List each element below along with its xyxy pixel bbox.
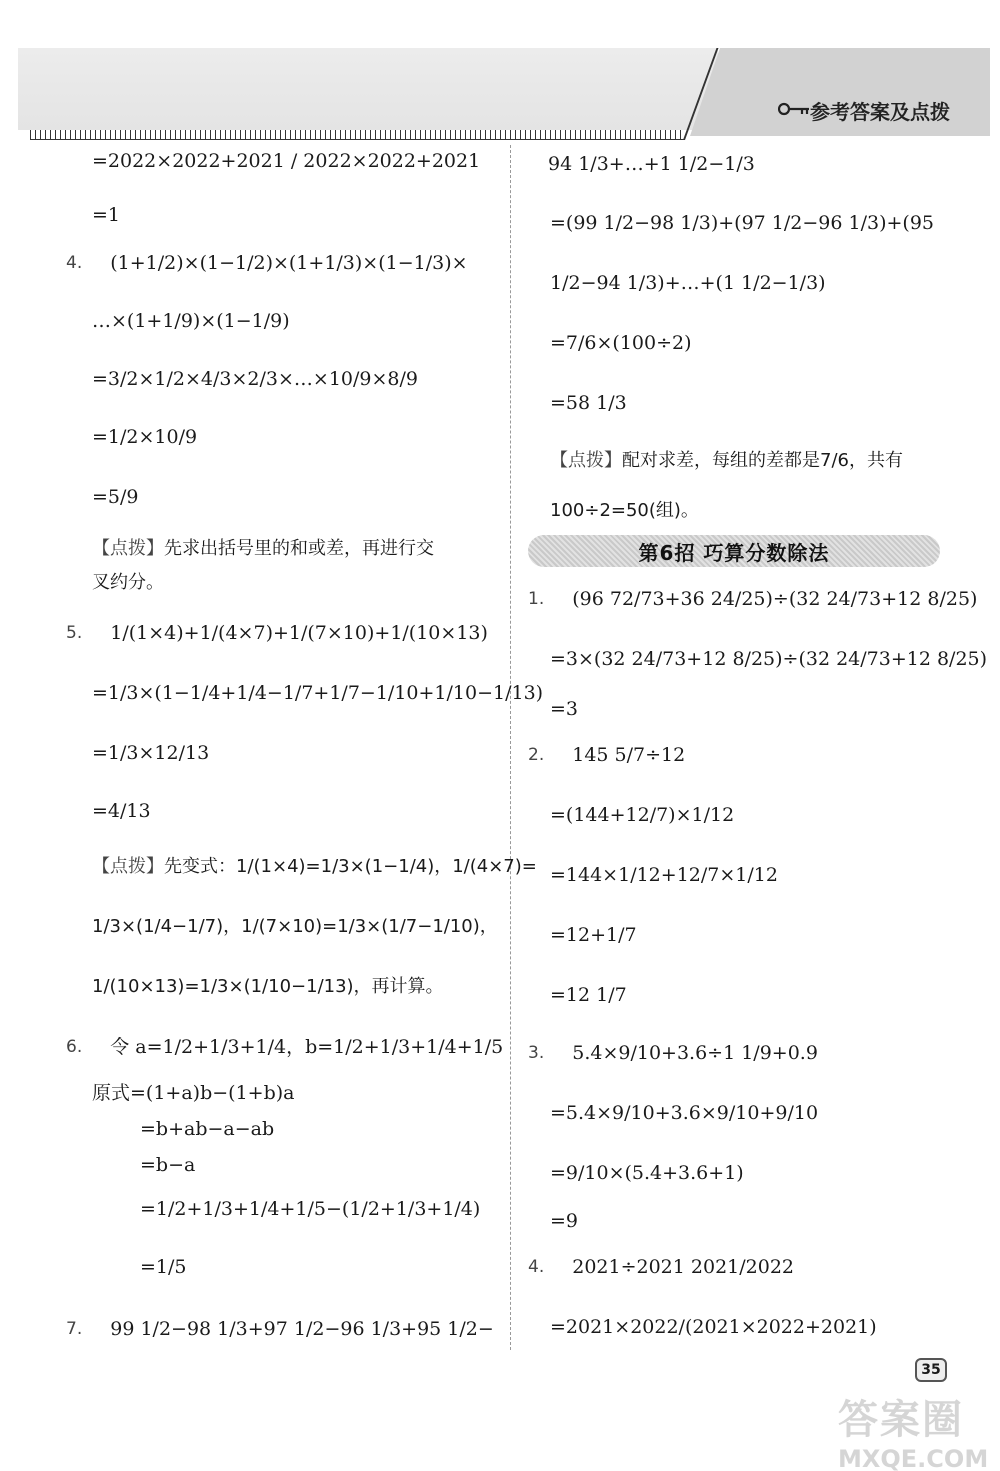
math-line: =1/5 [140, 1256, 187, 1278]
watermark-site: MXQE.COM [838, 1445, 989, 1471]
header-ruler [30, 130, 684, 140]
math-line: =5/9 [92, 486, 139, 508]
problem-1: 1. (96 72/73+36 24/25)÷(32 24/73+12 8/25) [528, 588, 978, 610]
math-line: =12+1/7 [550, 924, 637, 946]
tip-note: 【点拨】 先求出括号里的和或差，再进行交 [92, 538, 434, 559]
math-line: =b+ab−a−ab [140, 1118, 275, 1140]
tip-note-cont: 叉约分。 [92, 572, 164, 593]
math-line: =1/3×(1−1/4+1/4−1/7+1/7−1/10+1/10−1/13) [92, 682, 544, 704]
watermark-logo: 答案圈 [838, 1397, 964, 1443]
tip-note-cont: 1/(10×13)=1/3×(1/10−1/13)，再计算。 [92, 976, 444, 997]
math-line: =9/10×(5.4+3.6+1) [550, 1162, 744, 1184]
tip-note: 【点拨】 配对求差，每组的差都是7/6，共有 [550, 450, 903, 471]
problem-2: 2. 145 5/7÷12 [528, 744, 686, 766]
math-line: =1 [92, 204, 121, 226]
problem-number: 3. [528, 1043, 545, 1063]
math-line: =1/2×10/9 [92, 426, 198, 448]
problem-number: 4. [66, 253, 83, 273]
math-line: 原式=(1+a)b−(1+b)a [92, 1082, 295, 1104]
tip-note-cont: 1/3×(1/4−1/7)，1/(7×10)=1/3×(1/7−1/10)， [92, 916, 498, 937]
tip-tag: 【点拨】 [92, 856, 164, 877]
math-line: =(99 1/2−98 1/3)+(97 1/2−96 1/3)+(95 [550, 212, 935, 234]
header-title: 参考答案及点拨 [810, 100, 950, 124]
section-title: 第6招 巧算分数除法 [638, 540, 830, 565]
math-line: =b−a [140, 1154, 196, 1176]
problem-4: 4. (1+1/2)×(1−1/2)×(1+1/3)×(1−1/3)× [66, 252, 468, 274]
tip-note-cont: 100÷2=50(组)。 [550, 500, 699, 521]
problem-number: 6. [66, 1037, 83, 1057]
math-line: =1/3×12/13 [92, 742, 210, 764]
problem-number: 4. [528, 1257, 545, 1277]
tip-tag: 【点拨】 [550, 450, 622, 471]
math-line: =9 [550, 1210, 579, 1232]
math-line: =1/2+1/3+1/4+1/5−(1/2+1/3+1/4) [140, 1198, 481, 1220]
tip-note: 【点拨】 先变式：1/(1×4)=1/3×(1−1/4)，1/(4×7)= [92, 856, 537, 877]
watermark [838, 1388, 989, 1471]
problem-number: 5. [66, 623, 83, 643]
math-line: =7/6×(100÷2) [550, 332, 692, 354]
problem-4: 4. 2021÷2021 2021/2022 [528, 1256, 795, 1278]
math-line: =144×1/12+12/7×1/12 [550, 864, 778, 886]
problem-number: 1. [528, 589, 545, 609]
section-heading [528, 535, 940, 567]
math-line: =2021×2022/(2021×2022+2021) [550, 1316, 877, 1338]
problem-number: 2. [528, 745, 545, 765]
math-line: =3 [550, 698, 579, 720]
math-line: =5.4×9/10+3.6×9/10+9/10 [550, 1102, 819, 1124]
math-line: =12 1/7 [550, 984, 627, 1006]
math-line: =4/13 [92, 800, 151, 822]
math-line: =2022×2022+2021 / 2022×2022+2021 [92, 150, 481, 172]
math-line: …×(1+1/9)×(1−1/9) [92, 310, 290, 332]
math-line: =3/2×1/2×4/3×2/3×…×10/9×8/9 [92, 368, 418, 390]
header-band-left [18, 48, 718, 130]
math-line: =3×(32 24/73+12 8/25)÷(32 24/73+12 8/25) [550, 648, 988, 670]
problem-5: 5. 1/(1×4)+1/(4×7)+1/(7×10)+1/(10×13) [66, 622, 488, 644]
page-number: 35 [915, 1358, 947, 1382]
problem-6: 6. 令 a=1/2+1/3+1/4，b=1/2+1/3+1/4+1/5 [66, 1036, 504, 1058]
math-line: 1/2−94 1/3)+…+(1 1/2−1/3) [550, 272, 826, 294]
problem-3: 3. 5.4×9/10+3.6÷1 1/9+0.9 [528, 1042, 818, 1064]
problem-7: 7. 99 1/2−98 1/3+97 1/2−96 1/3+95 1/2− [66, 1318, 494, 1340]
page-header [0, 0, 1000, 140]
tip-tag: 【点拨】 [92, 538, 164, 559]
math-line: 94 1/3+…+1 1/2−1/3 [548, 153, 755, 175]
column-divider [510, 145, 511, 1350]
key-icon [778, 102, 810, 116]
problem-number: 7. [66, 1319, 83, 1339]
math-line: =58 1/3 [550, 392, 627, 414]
math-line: =(144+12/7)×1/12 [550, 804, 735, 826]
